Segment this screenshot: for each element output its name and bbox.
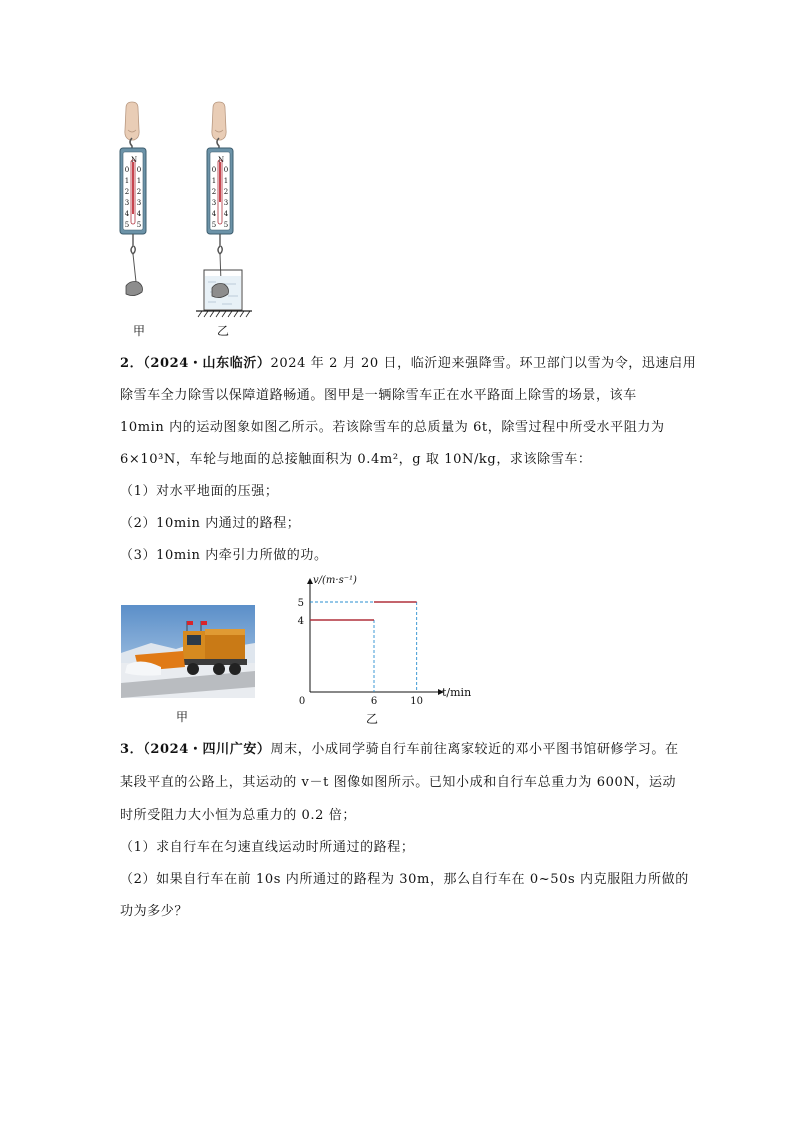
scale-number: 4 (124, 210, 130, 218)
x-tick-label: 6 (370, 696, 378, 707)
scale-unit-label: N (217, 156, 225, 164)
q3-text-line: 周末，小成同学骑自行车前往离家较近的邓小平图书馆研修学习。在 (270, 742, 679, 757)
q3-text-line: 某段平直的公路上，其运动的 v－t 图像如图所示。已知小成和自行车总重力为 600N，运动 (120, 775, 677, 790)
q2-number: 2． (120, 356, 144, 371)
scale-number: 1 (211, 177, 217, 185)
scale-number: 2 (211, 188, 217, 196)
q2-text-line: 除雪车全力除雪以保障道路畅通。图甲是一辆除雪车正在水平路面上除雪的场景，该车 (120, 388, 637, 403)
q2-subquestion-1: （1）对水平地面的压强； (120, 484, 279, 499)
scale-number: 0 (223, 166, 229, 174)
scale-number: 2 (136, 188, 142, 196)
scale-number: 0 (211, 166, 217, 174)
scale-number: 5 (223, 221, 229, 229)
x-tick-label: 0 (298, 696, 306, 707)
scale-number: 4 (211, 210, 217, 218)
scale-number: 2 (124, 188, 130, 196)
q3-number: 3． (120, 742, 144, 757)
scale-number: 3 (124, 199, 130, 207)
q2-source: （2024・山东临沂） (143, 356, 271, 371)
scale-number: 5 (136, 221, 142, 229)
scale-unit-label: N (130, 156, 138, 164)
q3-source: （2024・四川广安） (143, 742, 271, 757)
figure1-caption-b: 乙 (217, 324, 230, 338)
chart-caption: 乙 (366, 712, 379, 726)
spring-scale-figure (112, 100, 262, 340)
photo-caption: 甲 (176, 710, 189, 724)
scale-number: 0 (136, 166, 142, 174)
scale-number: 1 (136, 177, 142, 185)
y-axis-label: v/(m·s⁻¹) (313, 575, 357, 586)
q3-subquestion-1: （1）求自行车在匀速直线运动时所通过的路程； (120, 840, 415, 855)
scale-number: 3 (211, 199, 217, 207)
q2-text-line: 10min 内的运动图象如图乙所示。若该除雪车的总质量为 6t，除雪过程中所受水平阻力为 (120, 420, 665, 435)
q2-text-line: 6×10³N，车轮与地面的总接触面积为 0.4m²，g 取 10N/kg，求该除雪车： (120, 452, 592, 467)
x-tick-label: 10 (410, 696, 424, 707)
q2-subquestion-2: （2）10min 内通过的路程； (120, 516, 301, 531)
q3-subquestion-2: （2）如果自行车在前 10s 内所通过的路程为 30m，那么自行车在 0~50s 内克服阻力所做的 (120, 872, 689, 887)
q3-text-line: 功为多少？ (120, 904, 189, 919)
scale-number: 4 (136, 210, 142, 218)
figure1-caption-a: 甲 (133, 324, 146, 338)
q3-first-line (120, 738, 679, 757)
scale-number: 5 (211, 221, 217, 229)
scale-number: 2 (223, 188, 229, 196)
scale-number: 4 (223, 210, 229, 218)
chart-axes (307, 578, 444, 695)
y-tick-label: 4 (297, 616, 304, 627)
vt-chart (290, 572, 490, 712)
q2-text-line: 2024 年 2 月 20 日，临沂迎来强降雪。环卫部门以雪为令，迅速启用 (270, 356, 697, 371)
q2-first-line (120, 352, 696, 371)
scale-number: 3 (223, 199, 229, 207)
q2-subquestion-3: （3）10min 内牵引力所做的功。 (120, 548, 328, 563)
x-axis-label: t/min (442, 686, 472, 699)
y-tick-label: 5 (297, 598, 304, 609)
snowplow-photo (121, 605, 255, 698)
scale-number: 0 (124, 166, 130, 174)
scale-number: 1 (124, 177, 130, 185)
q3-text-line: 时所受阻力大小恒为总重力的 0.2 倍； (120, 808, 356, 823)
scale-number: 5 (124, 221, 130, 229)
scale-number: 1 (223, 177, 229, 185)
scale-number: 3 (136, 199, 142, 207)
